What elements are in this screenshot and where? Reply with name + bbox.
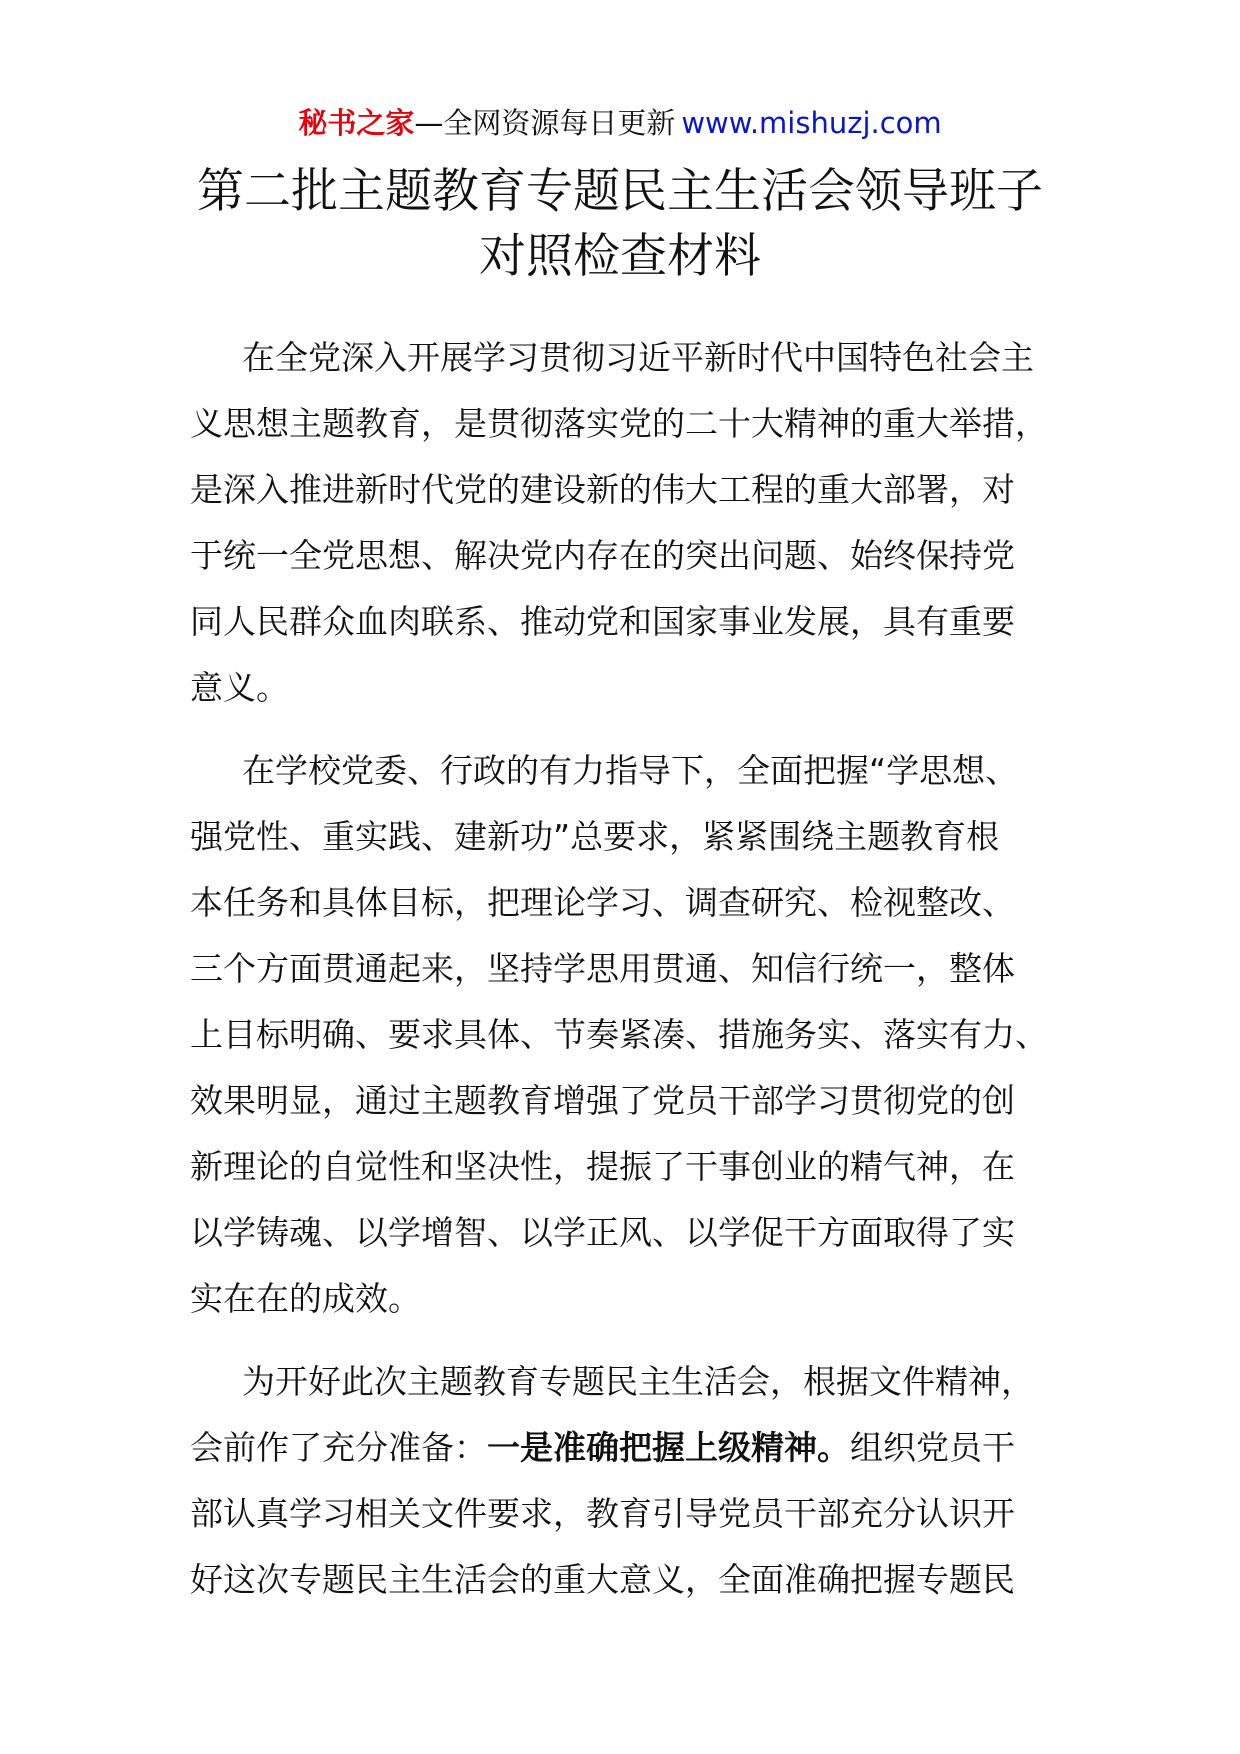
text-line [190,1415,1050,1481]
text-line: 义思想主题教育，是贯彻落实党的二十大精神的重大举措， [190,404,1048,443]
header-slogan: —全网资源每日更新 [414,106,676,140]
text-line: 本任务和具体目标，把理论学习、调查研究、检视整改、 [190,883,1015,922]
text-line: 效果明显，通过主题教育增强了党员干部学习贯彻党的创 [190,1081,1015,1120]
paragraph-3 [190,1349,1050,1613]
text-line: 同人民群众血肉联系、推动党和国家事业发展，具有重要 [190,602,1015,641]
text-line: 上目标明确、要求具体、节奏紧凑、措施务实、落实有力、 [190,1015,1048,1054]
text-run: 会前作了充分准备： [190,1428,487,1467]
document-title-line-1: 第二批主题教育专题民主生活会领导班子 [197,164,1043,219]
text-line: 部认真学习相关文件要求，教育引导党员干部充分认识开 [190,1494,1015,1533]
document-title-line-2: 对照检查材料 [479,229,761,284]
text-line: 三个方面贯通起来，坚持学思用贯通、知信行统一，整体 [190,949,1015,988]
text-line: 在学校党委、行政的有力指导下，全面把握“学思想、 [242,751,1019,790]
text-line: 实在在的成效。 [190,1279,421,1318]
text-line: 在全党深入开展学习贯彻习近平新时代中国特色社会主 [242,338,1034,377]
text-line: 以学铸魂、以学增智、以学正风、以学促干方面取得了实 [190,1213,1015,1252]
text-run: 组织党员干 [850,1428,1015,1467]
text-line: 意义。 [190,668,289,707]
paragraph-spacer [190,1332,1050,1349]
site-header [0,101,1240,145]
text-line: 强党性、重实践、建新功”总要求，紧紧围绕主题教育根 [190,817,1000,856]
paragraph-spacer [190,721,1050,738]
text-line: 于统一全党思想、解决党内存在的突出问题、始终保持党 [190,536,1015,575]
text-line: 好这次专题民主生活会的重大意义，全面准确把握专题民 [190,1560,1015,1599]
bold-heading-run: 一是准确把握上级精神。 [487,1428,850,1467]
header-url-link[interactable]: www.mishuzj.com [681,106,942,140]
text-line: 是深入推进新时代党的建设新的伟大工程的重大部署，对 [190,470,1015,509]
brand-name: 秘书之家 [298,106,415,140]
document-body [190,325,1050,1613]
text-line: 新理论的自觉性和坚决性，提振了干事创业的精气神，在 [190,1147,1015,1186]
paragraph-1 [190,325,1050,721]
text-line: 为开好此次主题教育专题民主生活会，根据文件精神， [242,1362,1034,1401]
paragraph-2 [190,738,1050,1332]
